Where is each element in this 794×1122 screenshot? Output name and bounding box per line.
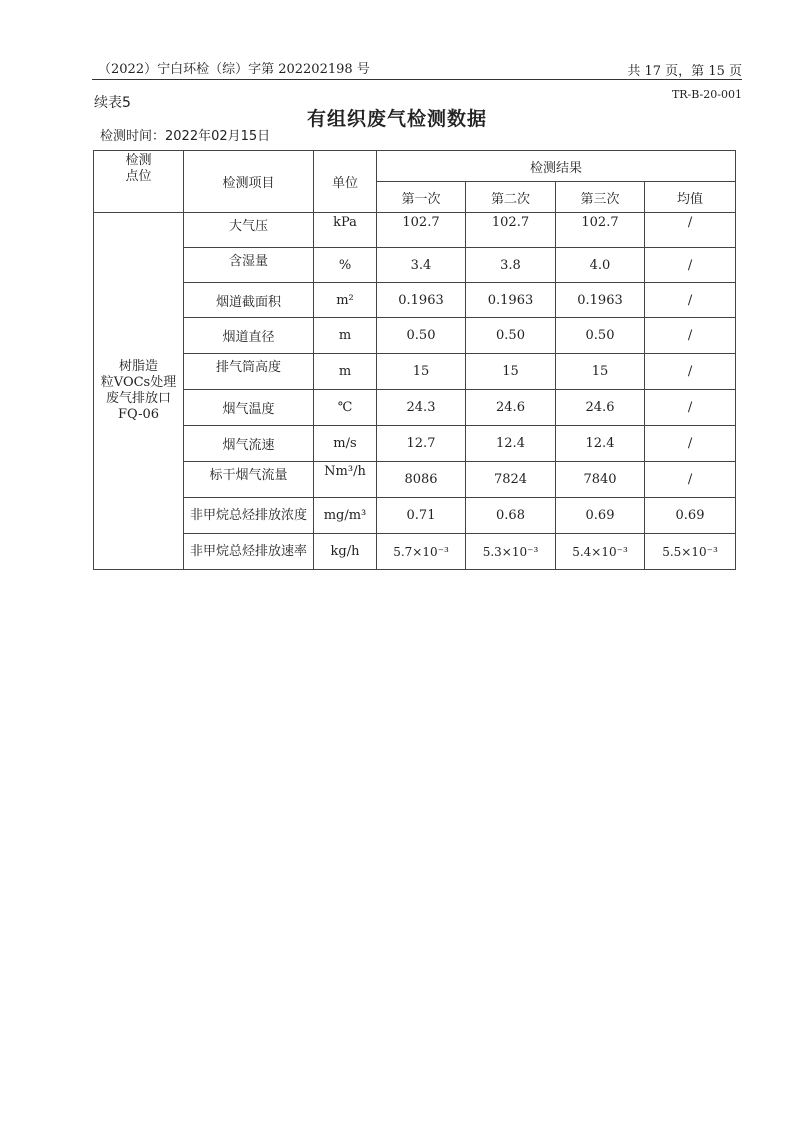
header-run1: 第一次	[377, 182, 466, 213]
item-cell: 非甲烷总烃排放浓度	[184, 498, 314, 534]
header-item: 检测项目	[184, 151, 314, 213]
run1-cell: 0.50	[377, 318, 466, 354]
average-cell: /	[645, 426, 736, 462]
unit-cell: m	[314, 354, 377, 390]
run3-cell: 5.4×10⁻³	[556, 534, 645, 570]
run2-cell: 102.7	[466, 213, 556, 248]
run1-cell: 15	[377, 354, 466, 390]
item-cell: 烟道直径	[184, 318, 314, 354]
average-cell: /	[645, 318, 736, 354]
header-average: 均值	[645, 182, 736, 213]
average-cell: /	[645, 462, 736, 498]
run1-cell: 8086	[377, 462, 466, 498]
run2-cell: 0.50	[466, 318, 556, 354]
header-divider	[92, 79, 742, 80]
run3-cell: 102.7	[556, 213, 645, 248]
table-row	[94, 426, 736, 462]
run1-cell: 24.3	[377, 390, 466, 426]
header-run2: 第二次	[466, 182, 556, 213]
page-info: 共 17 页，第 15 页	[627, 64, 742, 79]
unit-cell: ℃	[314, 390, 377, 426]
table-row	[94, 354, 736, 390]
header-location: 检测 点位	[94, 151, 184, 213]
unit-cell: %	[314, 248, 377, 283]
test-date: 检测时间：2022年02月15日	[100, 129, 271, 144]
item-cell: 非甲烷总烃排放速率	[184, 534, 314, 570]
run3-cell: 15	[556, 354, 645, 390]
item-cell: 烟气流速	[184, 426, 314, 462]
table-row	[94, 534, 736, 570]
run2-cell: 12.4	[466, 426, 556, 462]
item-cell: 烟道截面积	[184, 283, 314, 318]
continued-table-label: 续表5	[94, 95, 131, 111]
run1-cell: 0.71	[377, 498, 466, 534]
average-cell: /	[645, 354, 736, 390]
run2-cell: 0.1963	[466, 283, 556, 318]
unit-cell: kPa	[314, 213, 377, 248]
run2-cell: 7824	[466, 462, 556, 498]
table-row	[94, 498, 736, 534]
item-cell: 标干烟气流量	[184, 462, 314, 498]
average-cell: 0.69	[645, 498, 736, 534]
run2-cell: 0.68	[466, 498, 556, 534]
table-row	[94, 248, 736, 283]
average-cell: /	[645, 390, 736, 426]
header-unit: 单位	[314, 151, 377, 213]
item-cell: 大气压	[184, 213, 314, 248]
item-cell: 含湿量	[184, 248, 314, 283]
unit-cell: Nm³/h	[314, 462, 377, 498]
header-run3: 第三次	[556, 182, 645, 213]
location-cell: 树脂造 粒VOCs处理 废气排放口 FQ-06	[94, 213, 184, 570]
run3-cell: 0.1963	[556, 283, 645, 318]
run2-cell: 15	[466, 354, 556, 390]
table-row	[94, 390, 736, 426]
table-row	[94, 318, 736, 354]
run1-cell: 102.7	[377, 213, 466, 248]
report-number: （2022）宁白环检（综）字第 202202198 号	[98, 62, 370, 77]
header-results: 检测结果	[377, 151, 736, 182]
run3-cell: 0.69	[556, 498, 645, 534]
table-row	[94, 462, 736, 498]
run1-cell: 3.4	[377, 248, 466, 283]
run2-cell: 24.6	[466, 390, 556, 426]
unit-cell: m	[314, 318, 377, 354]
unit-cell: mg/m³	[314, 498, 377, 534]
table-row	[94, 213, 736, 248]
item-cell: 排气筒高度	[184, 354, 314, 390]
run2-cell: 3.8	[466, 248, 556, 283]
unit-cell: m²	[314, 283, 377, 318]
run3-cell: 4.0	[556, 248, 645, 283]
unit-cell: kg/h	[314, 534, 377, 570]
emission-data-table	[93, 150, 736, 570]
table-row	[94, 283, 736, 318]
average-cell: /	[645, 213, 736, 248]
run3-cell: 12.4	[556, 426, 645, 462]
run2-cell: 5.3×10⁻³	[466, 534, 556, 570]
run1-cell: 0.1963	[377, 283, 466, 318]
average-cell: /	[645, 283, 736, 318]
unit-cell: m/s	[314, 426, 377, 462]
average-cell: /	[645, 248, 736, 283]
run3-cell: 24.6	[556, 390, 645, 426]
run3-cell: 0.50	[556, 318, 645, 354]
run3-cell: 7840	[556, 462, 645, 498]
run1-cell: 12.7	[377, 426, 466, 462]
average-cell: 5.5×10⁻³	[645, 534, 736, 570]
form-code: TR-B-20-001	[671, 88, 742, 101]
run1-cell: 5.7×10⁻³	[377, 534, 466, 570]
item-cell: 烟气温度	[184, 390, 314, 426]
page-title: 有组织废气检测数据	[306, 108, 487, 130]
